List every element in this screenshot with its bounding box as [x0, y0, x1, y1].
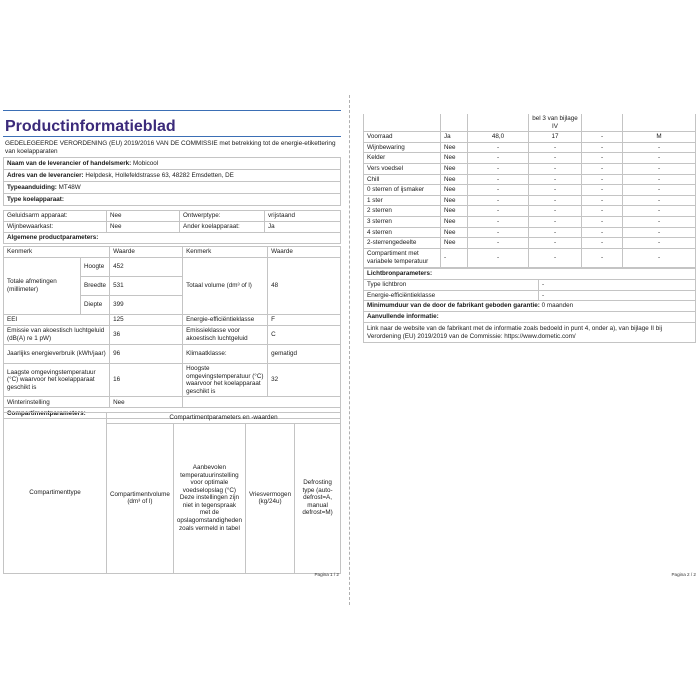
- winter-label: Winterinstelling: [4, 397, 110, 408]
- cell-volume: -: [468, 227, 529, 238]
- depth-value: 399: [110, 296, 183, 315]
- volume-label: Totaal volume (dm³ of l): [183, 258, 268, 315]
- cell-defrost: -: [623, 153, 696, 164]
- cell-label: Chill: [364, 174, 441, 185]
- cell-present: Nee: [441, 216, 468, 227]
- eei-label: EEI: [4, 315, 110, 326]
- depth-label: Diepte: [81, 296, 110, 315]
- supplier-label: Naam van de leverancier of handelsmerk:: [7, 159, 132, 167]
- compartment-values-header: Compartimentparameters en -waarden: [107, 413, 341, 424]
- table-row: [364, 195, 696, 206]
- cell-freeze: -: [582, 227, 623, 238]
- cell-defrost: -: [623, 163, 696, 174]
- supplier-table: [3, 157, 341, 206]
- page-footer-2: Pagina 2 / 2: [671, 572, 696, 577]
- cell-freeze: -: [582, 163, 623, 174]
- cell-volume: 48,0: [468, 132, 529, 143]
- header-waarde-2: Waarde: [268, 247, 341, 258]
- noise-value: 36: [110, 326, 183, 345]
- cell-defrost: -: [623, 206, 696, 217]
- address-value: Helpdesk, Hollefeldstrasse 63, 48282 Emsdetten, DE: [85, 171, 234, 179]
- cell-label: 2 sterren: [364, 206, 441, 217]
- min-temp-value: 16: [110, 364, 183, 397]
- cell-temp: -: [529, 174, 582, 185]
- address-cell: [4, 170, 341, 182]
- col-freeze: Vriesvermogen (kg/24u): [245, 423, 294, 573]
- header-kenmerk: Kenmerk: [4, 247, 110, 258]
- light-type-label: Type lichtbron: [364, 280, 539, 291]
- extra-section: Aanvullende informatie:: [364, 312, 696, 323]
- cell-freeze: -: [582, 195, 623, 206]
- min-temp-label: Laagste omgevingstemperatuur (°C) waarvoor het koelapparaat geschikt is: [4, 364, 110, 397]
- model-label: Typeaanduiding:: [7, 183, 57, 191]
- model-cell: [4, 182, 341, 194]
- cell-volume: -: [468, 216, 529, 227]
- annual-energy-value: 96: [110, 345, 183, 364]
- volume-value: 48: [268, 258, 341, 315]
- light-table: [363, 268, 696, 343]
- cell-present: Nee: [441, 206, 468, 217]
- cell-present: Nee: [441, 195, 468, 206]
- model-value: MT48W: [58, 183, 81, 191]
- header-waarde: Waarde: [110, 247, 183, 258]
- cell-present: Nee: [441, 227, 468, 238]
- cont-empty-5: [623, 114, 696, 132]
- page-1: [0, 95, 345, 605]
- cell-temp: -: [529, 206, 582, 217]
- warranty-cell: [364, 301, 696, 312]
- eei-value: 125: [110, 315, 183, 326]
- design-value: vrijstaand: [265, 211, 341, 222]
- noise-label: Emissie van akoestisch luchtgeluid (dB(A) re 1 pW): [4, 326, 110, 345]
- general-section: Algemene productparameters:: [4, 233, 341, 244]
- cell-label: 1 ster: [364, 195, 441, 206]
- compartment-table: [363, 114, 696, 268]
- energy-class-label: Energie-efficiëntieklasse: [183, 315, 268, 326]
- table-row: [364, 227, 696, 238]
- annual-energy-label: Jaarlijks energieverbruik (kWh/jaar): [4, 345, 110, 364]
- table-row: [364, 174, 696, 185]
- cell-defrost: -: [623, 142, 696, 153]
- cell-freeze: -: [582, 132, 623, 143]
- warranty-label: Minimumduur van de door de fabrikant geboden garantie:: [367, 302, 540, 310]
- design-label: Ontwerptype:: [180, 211, 265, 222]
- address-label: Adres van de leverancier:: [7, 171, 84, 179]
- page-2: [355, 95, 700, 605]
- max-temp-label: Hoogste omgevingstemperatuur (°C) waarvoor het koelapparaat geschikt is: [183, 364, 268, 397]
- col-defrost: Defrosting type (auto-defrost=A, manual defrost=M): [295, 423, 341, 573]
- cell-temp: -: [529, 248, 582, 267]
- empty-cell: [183, 397, 341, 408]
- wine-label: Wijnbewaarkast:: [4, 222, 107, 233]
- cell-defrost: M: [623, 132, 696, 143]
- supplier-value: Mobicool: [133, 159, 159, 167]
- cell-volume: -: [468, 142, 529, 153]
- cell-label: 0 sterren of ijsmaker: [364, 185, 441, 196]
- cell-volume: -: [468, 195, 529, 206]
- height-value: 452: [110, 258, 183, 277]
- quiet-label: Geluidsarm apparaat:: [4, 211, 107, 222]
- title-rule: [3, 136, 341, 137]
- cell-defrost: -: [623, 174, 696, 185]
- cell-freeze: -: [582, 248, 623, 267]
- regulation-text: GEDELEGEERDE VERORDENING (EU) 2019/2016 VAN DE COMMISSIE met betrekking tot de energie-etikettering van koelapparaten: [5, 140, 336, 156]
- width-value: 531: [110, 277, 183, 296]
- width-label: Breedte: [81, 277, 110, 296]
- supplier-cell: [4, 158, 341, 170]
- table-row: [364, 206, 696, 217]
- page-footer: Pagina 1 / 2: [314, 572, 339, 577]
- cell-volume: -: [468, 153, 529, 164]
- top-rule: [3, 110, 341, 111]
- general-table: [3, 246, 341, 419]
- header-kenmerk-2: Kenmerk: [183, 247, 268, 258]
- table-row: [364, 248, 696, 267]
- cell-volume: -: [468, 174, 529, 185]
- table-row: [364, 216, 696, 227]
- cell-defrost: -: [623, 248, 696, 267]
- other-label: Ander koelapparaat:: [180, 222, 265, 233]
- cell-label: Compartiment met variabele temperatuur: [364, 248, 441, 267]
- cell-temp: -: [529, 153, 582, 164]
- wine-value: Nee: [107, 222, 180, 233]
- max-temp-value: 32: [268, 364, 341, 397]
- cell-label: Wijnbewaring: [364, 142, 441, 153]
- compartment-header-table: [3, 412, 341, 574]
- light-section: Lichtbronparameters:: [364, 269, 696, 280]
- cell-label: 2-sterrengedeelte: [364, 238, 441, 249]
- type-section: Type koelapparaat:: [4, 194, 341, 206]
- cell-volume: -: [468, 185, 529, 196]
- table-row: [364, 142, 696, 153]
- cell-label: Kelder: [364, 153, 441, 164]
- col-volume: Compartimentvolume (dm³ of l): [107, 423, 174, 573]
- cell-present: Nee: [441, 153, 468, 164]
- cell-temp: -: [529, 185, 582, 196]
- table-row: [364, 153, 696, 164]
- cont-empty-3: [468, 114, 529, 132]
- col-temp: Aanbevolen temperatuurinstelling voor optimale voedselopslag (°C) Deze instellingen zijn niet in tegenspraak met de opslagomstandigheden zoals vermeld in tabel: [173, 423, 245, 573]
- cell-volume: -: [468, 206, 529, 217]
- page-divider: [349, 95, 350, 605]
- extra-text: Link naar de website van de fabrikant met de informatie zoals bedoeld in punt 4, onder a), van bijlage II bij Verordening (EU) 2019/2019 van de Commissie: https://www.dometic.com/: [364, 323, 696, 343]
- cell-present: Nee: [441, 163, 468, 174]
- cell-freeze: -: [582, 142, 623, 153]
- noise-class-value: C: [268, 326, 341, 345]
- cell-temp: -: [529, 142, 582, 153]
- cell-freeze: -: [582, 238, 623, 249]
- warranty-value: 0 maanden: [541, 302, 574, 310]
- cell-present: Ja: [441, 132, 468, 143]
- page-title: Productinformatieblad: [5, 118, 176, 135]
- cell-freeze: -: [582, 216, 623, 227]
- other-value: Ja: [265, 222, 341, 233]
- cell-temp: -: [529, 163, 582, 174]
- cell-present: Nee: [441, 142, 468, 153]
- height-label: Hoogte: [81, 258, 110, 277]
- light-class-label: Energie-efficiëntieklasse: [364, 290, 539, 301]
- cont-empty-4: [582, 114, 623, 132]
- cell-temp: -: [529, 216, 582, 227]
- winter-value: Nee: [110, 397, 183, 408]
- table-row: [364, 185, 696, 196]
- type-table: [3, 210, 341, 244]
- noise-class-label: Emissieklasse voor akoestisch luchtgeluid: [183, 326, 268, 345]
- cell-present: -: [441, 248, 468, 267]
- cell-temp: -: [529, 238, 582, 249]
- table-row: [364, 238, 696, 249]
- light-class-value: -: [539, 290, 696, 301]
- cell-label: 4 sterren: [364, 227, 441, 238]
- cell-freeze: -: [582, 185, 623, 196]
- light-type-value: -: [539, 280, 696, 291]
- cell-temp: -: [529, 195, 582, 206]
- cell-temp: 17: [529, 132, 582, 143]
- cont-empty-1: [364, 114, 441, 132]
- cell-label: Vers voedsel: [364, 163, 441, 174]
- cell-label: 3 sterren: [364, 216, 441, 227]
- cell-temp: -: [529, 227, 582, 238]
- climate-label: Klimaatklasse:: [183, 345, 268, 364]
- dims-label: Totale afmetingen (millimeter): [4, 258, 81, 315]
- cell-volume: -: [468, 163, 529, 174]
- col-temp-continued: bel 3 van bijlage IV: [529, 114, 582, 132]
- col-type: Compartimenttype: [4, 413, 107, 574]
- cell-freeze: -: [582, 206, 623, 217]
- cell-defrost: -: [623, 227, 696, 238]
- compartment-section: Compartimentparameters:: [4, 408, 341, 419]
- climate-value: gematigd: [268, 345, 341, 364]
- cell-defrost: -: [623, 195, 696, 206]
- cell-label: Voorraad: [364, 132, 441, 143]
- energy-class-value: F: [268, 315, 341, 326]
- cell-present: Nee: [441, 238, 468, 249]
- cell-defrost: -: [623, 238, 696, 249]
- cell-defrost: -: [623, 216, 696, 227]
- cell-present: Nee: [441, 174, 468, 185]
- cell-present: Nee: [441, 185, 468, 196]
- cell-freeze: -: [582, 153, 623, 164]
- cell-volume: -: [468, 248, 529, 267]
- compartment-rows: [364, 132, 696, 268]
- cont-empty-2: [441, 114, 468, 132]
- table-row: [364, 132, 696, 143]
- cell-freeze: -: [582, 174, 623, 185]
- quiet-value: Nee: [107, 211, 180, 222]
- table-row: [364, 163, 696, 174]
- cell-volume: -: [468, 238, 529, 249]
- cell-defrost: -: [623, 185, 696, 196]
